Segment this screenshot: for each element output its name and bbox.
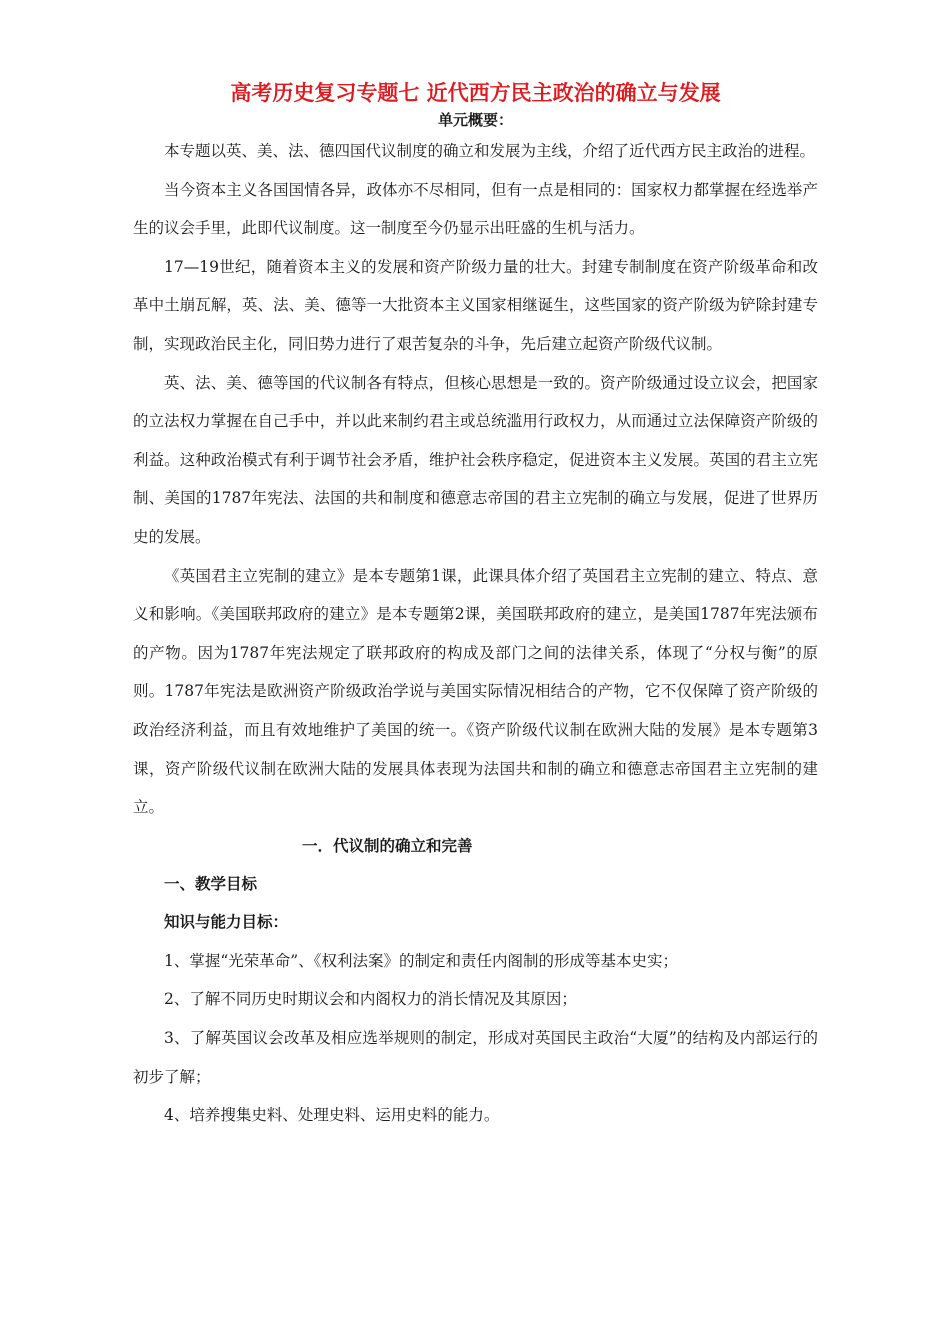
paragraph: 英、法、美、德等国的代议制各有特点，但核心思想是一致的。资产阶级通过设立议会，把国家的立法权力掌握在自己手中，并以此来制约君主或总统滥用行政权力，从而通过立法保障资产阶级的利益。这种政治模式有利于调节社会矛盾，维护社会秩序稳定，促进资本主义发展。英国的君主立宪制、美国的1787年宪法、法国的共和制度和德意志帝国的君主立宪制的确立与发展，促进了世界历史的发展。 [133, 373, 818, 546]
document-page [133, 76, 818, 1135]
document-title: 高考历史复习专题七 近代西方民主政治的确立与发展 [230, 81, 721, 105]
list-item: 3、了解英国议会改革及相应选举规则的制定，形成对英国民主政治“大厦”的结构及内部运行的初步了解； [133, 1029, 818, 1086]
heading-teaching-goals: 一、教学目标 [164, 874, 258, 893]
list-item: 2、了解不同历史时期议会和内阁权力的消长情况及其原因； [164, 990, 577, 1009]
heading-knowledge-goals: 知识与能力目标： [164, 913, 289, 932]
paragraph: 17—19世纪，随着资本主义的发展和资产阶级力量的壮大。封建专制制度在资产阶级革命和改革中土崩瓦解，英、法、美、德等一大批资本主义国家相继诞生，这些国家的资产阶级为铲除封建专制，实现政治民主化，同旧势力进行了艰苦复杂的斗争，先后建立起资产阶级代议制。 [133, 257, 818, 353]
paragraph: 《英国君主立宪制的建立》是本专题第1课，此课具体介绍了英国君主立宪制的建立、特点、意义和影响。《美国联邦政府的建立》是本专题第2课，美国联邦政府的建立，是美国1787年宪法颁布的产物。因为1787年宪法规定了联邦政府的构成及部门之间的法律关系，体现了“分权与衡”的原则。1787年宪法是欧洲资产阶级政治学说与美国实际情况相结合的产物，它不仅保障了资产阶级的政治经济利益，而且有效地维护了美国的统一。《资产阶级代议制在欧洲大陆的发展》是本专题第3课，资产阶级代议制在欧洲大陆的发展具体表现为法国共和制的确立和德意志帝国君主立宪制的建立。 [133, 566, 818, 817]
paragraph: 本专题以英、美、法、德四国代议制度的确立和发展为主线，介绍了近代西方民主政治的进程。 [164, 142, 816, 160]
list-item: 1、掌握“光荣革命”、《权利法案》的制定和责任内阁制的形成等基本史实； [164, 951, 678, 970]
section-title: 一．代议制的确立和完善 [302, 836, 473, 855]
overview-label: 单元概要： [437, 111, 513, 129]
list-item: 4、培养搜集史料、处理史料、运用史料的能力。 [164, 1106, 500, 1125]
paragraph: 当今资本主义各国国情各异，政体亦不尽相同，但有一点是相同的：国家权力都掌握在经选举产生的议会手里，此即代议制度。这一制度至今仍显示出旺盛的生机与活力。 [133, 180, 818, 238]
